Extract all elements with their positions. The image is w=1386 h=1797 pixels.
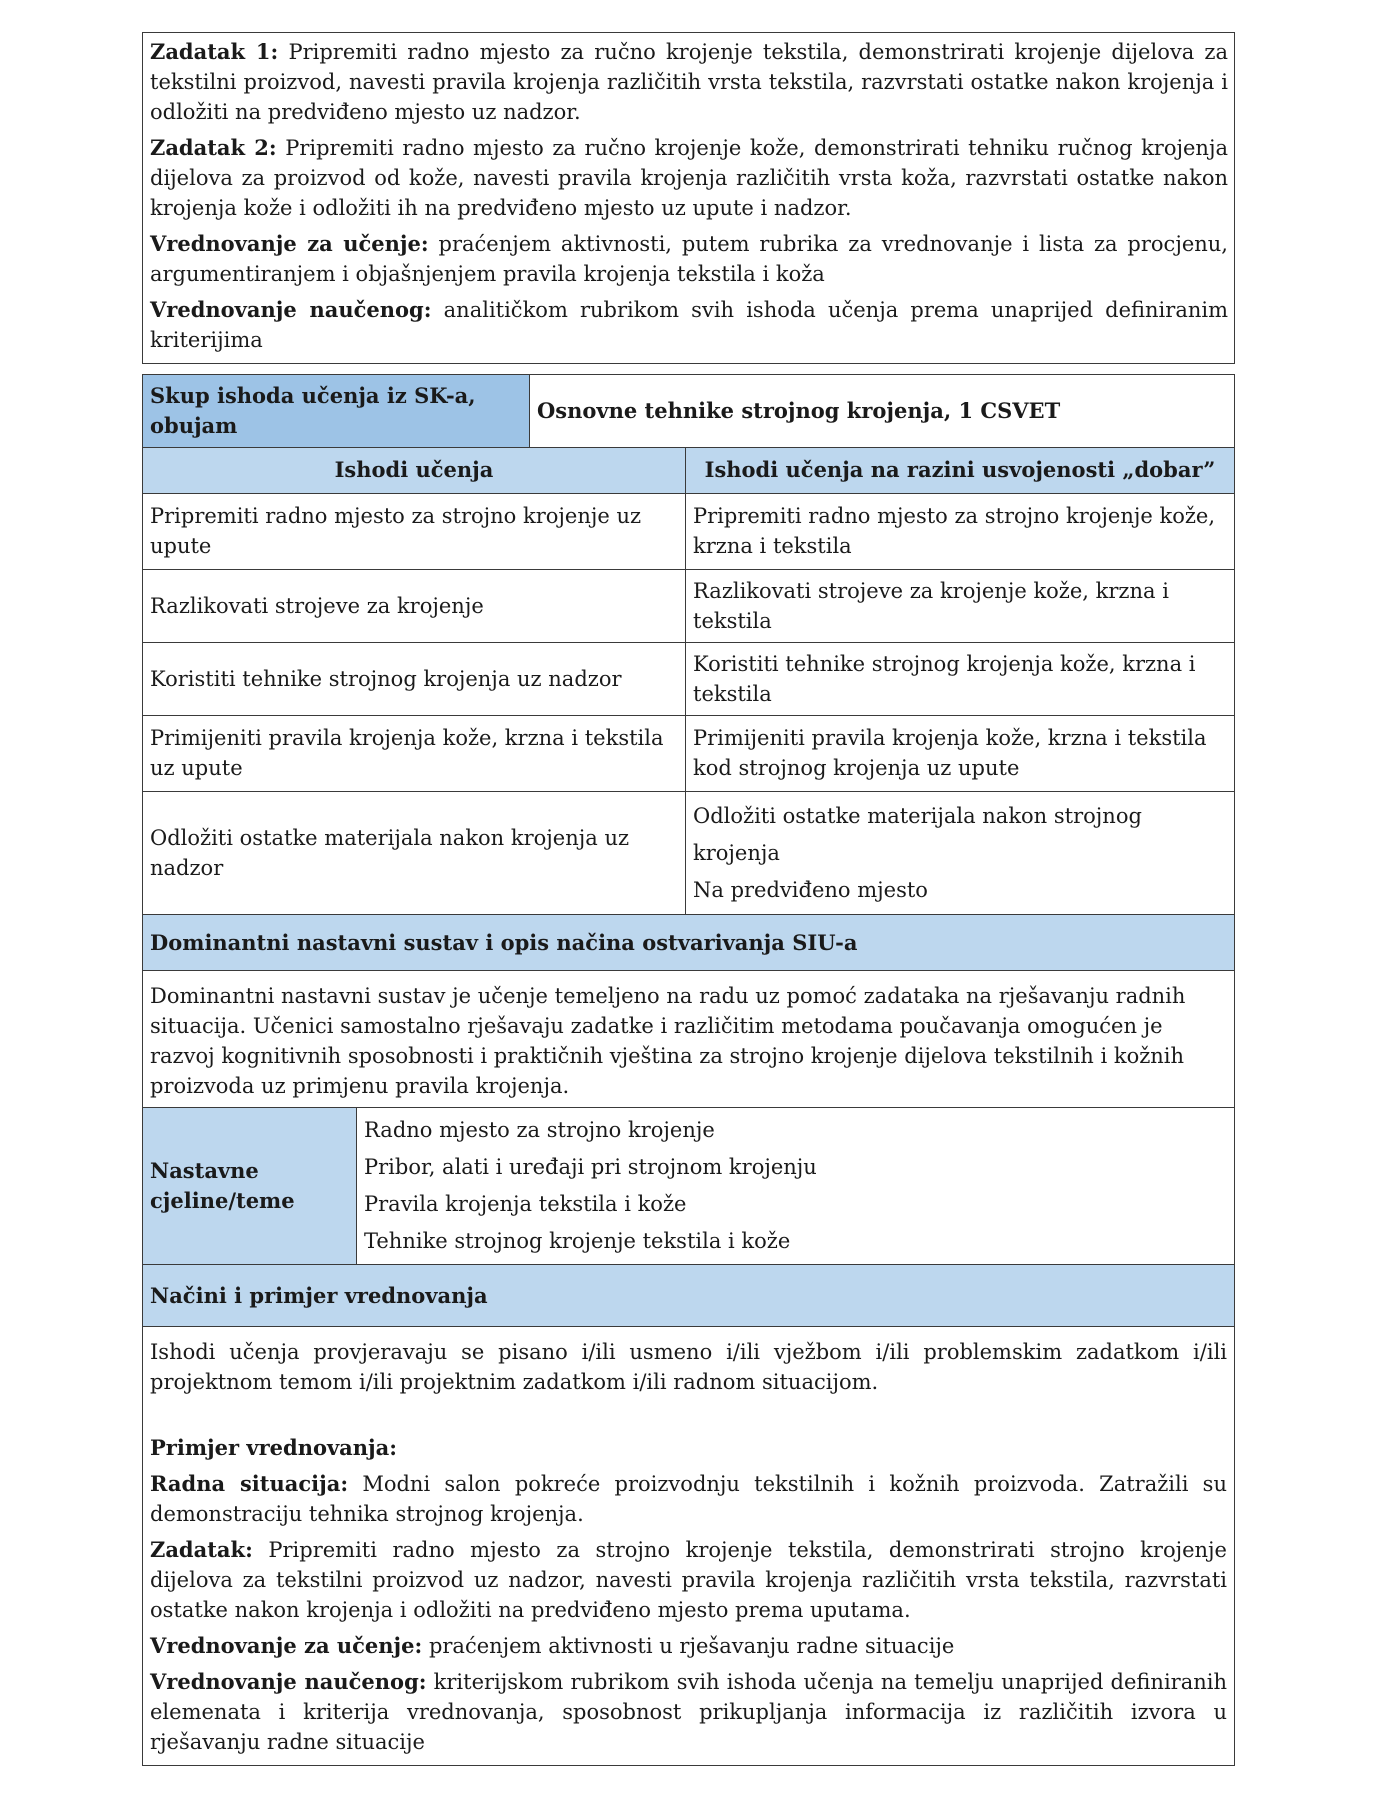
example-evaluation-for-learning (150, 1631, 1227, 1661)
topic-item: Pravila krojenja tekstila i kože (364, 1192, 687, 1216)
evaluation-body (143, 1327, 1235, 1766)
evaluation-for-learning-label: Vrednovanje za učenje: (150, 231, 429, 256)
task-1 (150, 37, 1228, 127)
work-situation-text: Modni salon pokreće proizvodnju tekstilnih i kožnih proizvoda. Zatražili su demonstraciju tehnika strojnog krojenja. (150, 1472, 1227, 1526)
outcome-cell: Pripremiti radno mjesto za strojno krojenje uz upute (143, 493, 686, 569)
topic-item: Radno mjesto za strojno krojenje (364, 1118, 715, 1142)
example-evaluation-of-learning (150, 1667, 1227, 1757)
example-evaluation-of-learning-text: kriterijskom rubrikom svih ishoda učenja na temelju unaprijed definiranih elemenata i kriterija vrednovanja, sposobnost prikupljanja informacija iz različitih izvora u rješavanju radne situacije (150, 1670, 1227, 1754)
example-evaluation-for-learning-text: praćenjem aktivnosti u rješavanju radne situacije (428, 1634, 955, 1658)
task-2-label: Zadatak 2: (150, 135, 277, 160)
col-header-good-level: Ishodi učenja na razini usvojenosti „dobar” (686, 447, 1235, 493)
good-level-cell: Koristiti tehnike strojnog krojenja kože, krzna i tekstila (686, 642, 1235, 715)
good-level-line-1: Odložiti ostatke materijala nakon strojnog krojenja (693, 803, 1142, 865)
good-level-cell: Primijeniti pravila krojenja kože, krzna i tekstila kod strojnog krojenja uz upute (686, 715, 1235, 791)
outcome-cell: Primijeniti pravila krojenja kože, krzna i tekstila uz upute (143, 715, 686, 791)
evaluation-header: Načini i primjer vrednovanja (143, 1265, 1235, 1327)
evaluation-of-learning (150, 295, 1228, 355)
set-label: Skup ishoda učenja iz SK-a, obujam (143, 375, 530, 448)
good-level-cell: Razlikovati strojeve za krojenje kože, krzna i tekstila (686, 569, 1235, 642)
topic-item: Pribor, alati i uređaji pri strojnom krojenju (364, 1155, 817, 1179)
set-header-table (142, 374, 1235, 448)
col-header-outcomes: Ishodi učenja (143, 447, 686, 493)
topics-table (142, 1107, 1235, 1266)
example-task (150, 1535, 1227, 1625)
example-evaluation-for-learning-label: Vrednovanje za učenje: (150, 1633, 423, 1658)
task-1-label: Zadatak 1: (150, 39, 279, 64)
good-level-cell (686, 791, 1235, 915)
good-level-line-2: Na predviđeno mjesto (693, 877, 928, 902)
work-situation (150, 1469, 1227, 1529)
task-2 (150, 133, 1228, 223)
outcomes-grid (142, 447, 1235, 916)
evaluation-table (142, 1264, 1235, 1766)
work-situation-label: Radna situacija: (150, 1471, 349, 1496)
topics-list (357, 1107, 1235, 1265)
task-2-text: Pripremiti radno mjesto za ručno krojenje kože, demonstrirati tehniku ručnog krojenja dijelova za proizvod od kože, navesti pravila krojenja različitih vrsta koža, razvrstati ostatke nakon krojenja kože i odložiti ih na predviđeno mjesto uz upute i nadzor. (150, 136, 1228, 220)
dominant-system-header: Dominantni nastavni sustav i opis načina ostvarivanja SIU-a (143, 915, 1235, 971)
example-task-text: Pripremiti radno mjesto za strojno krojenje tekstila, demonstrirati strojno krojenje dijelova za tekstilni proizvod uz nadzor, navesti pravila krojenja različitih vrsta tekstila, razvrstati ostatke nakon krojenja i odložiti na predviđeno mjesto prema uputama. (150, 1538, 1227, 1622)
good-level-cell: Pripremiti radno mjesto za strojno krojenje kože, krzna i tekstila (686, 493, 1235, 569)
topics-label: Nastavne cjeline/teme (143, 1107, 357, 1265)
outcome-cell: Koristiti tehnike strojnog krojenja uz nadzor (143, 642, 686, 715)
evaluation-text: Ishodi učenja provjeravaju se pisano i/ili usmeno i/ili vježbom i/ili problemskim zadatkom i/ili projektnom temom i/ili projektnim zadatkom i/ili radnom situacijom. (150, 1340, 1227, 1394)
evaluation-of-learning-label: Vrednovanje naučenog: (150, 297, 432, 322)
description-table (142, 914, 1235, 1108)
example-label: Primjer vrednovanja: (150, 1435, 398, 1460)
outcomes-table (142, 374, 1235, 1766)
set-value: Osnovne tehnike strojnog krojenja, 1 CSVET (530, 375, 1235, 448)
dominant-system-text: Dominantni nastavni sustav je učenje temeljeno na radu uz pomoć zadataka na rješavanju radnih situacija. Učenici samostalno rješavaju zadatke i različitim metodama poučavanja omogućen je razvoj kognitivnih sposobnosti i praktičnih vještina za strojno krojenje dijelova tekstilnih i kožnih proizvoda uz primjenu pravila krojenja. (143, 971, 1235, 1108)
outcome-cell: Razlikovati strojeve za krojenje (143, 569, 686, 642)
evaluation-of-learning-text: analitičkom rubrikom svih ishoda učenja prema unaprijed definiranim kriterijima (150, 298, 1228, 352)
example-task-label: Zadatak: (150, 1537, 253, 1562)
outcome-cell: Odložiti ostatke materijala nakon krojenja uz nadzor (143, 791, 686, 915)
evaluation-for-learning-text: praćenjem aktivnosti, putem rubrika za vrednovanje i lista za procjenu, argumentiranjem i objašnjenjem pravila krojenja tekstila i koža (150, 232, 1228, 286)
task-box (142, 32, 1235, 364)
topic-item: Tehnike strojnog krojenje tekstila i kože (364, 1229, 791, 1253)
example-evaluation-of-learning-label: Vrednovanje naučenog: (150, 1669, 427, 1694)
task-1-text: Pripremiti radno mjesto za ručno krojenje tekstila, demonstrirati krojenje dijelova za tekstilni proizvod, navesti pravila krojenja različitih vrsta tekstila, razvrstati ostatke nakon krojenja i odložiti na predviđeno mjesto uz nadzor. (150, 40, 1228, 124)
evaluation-for-learning (150, 229, 1228, 289)
